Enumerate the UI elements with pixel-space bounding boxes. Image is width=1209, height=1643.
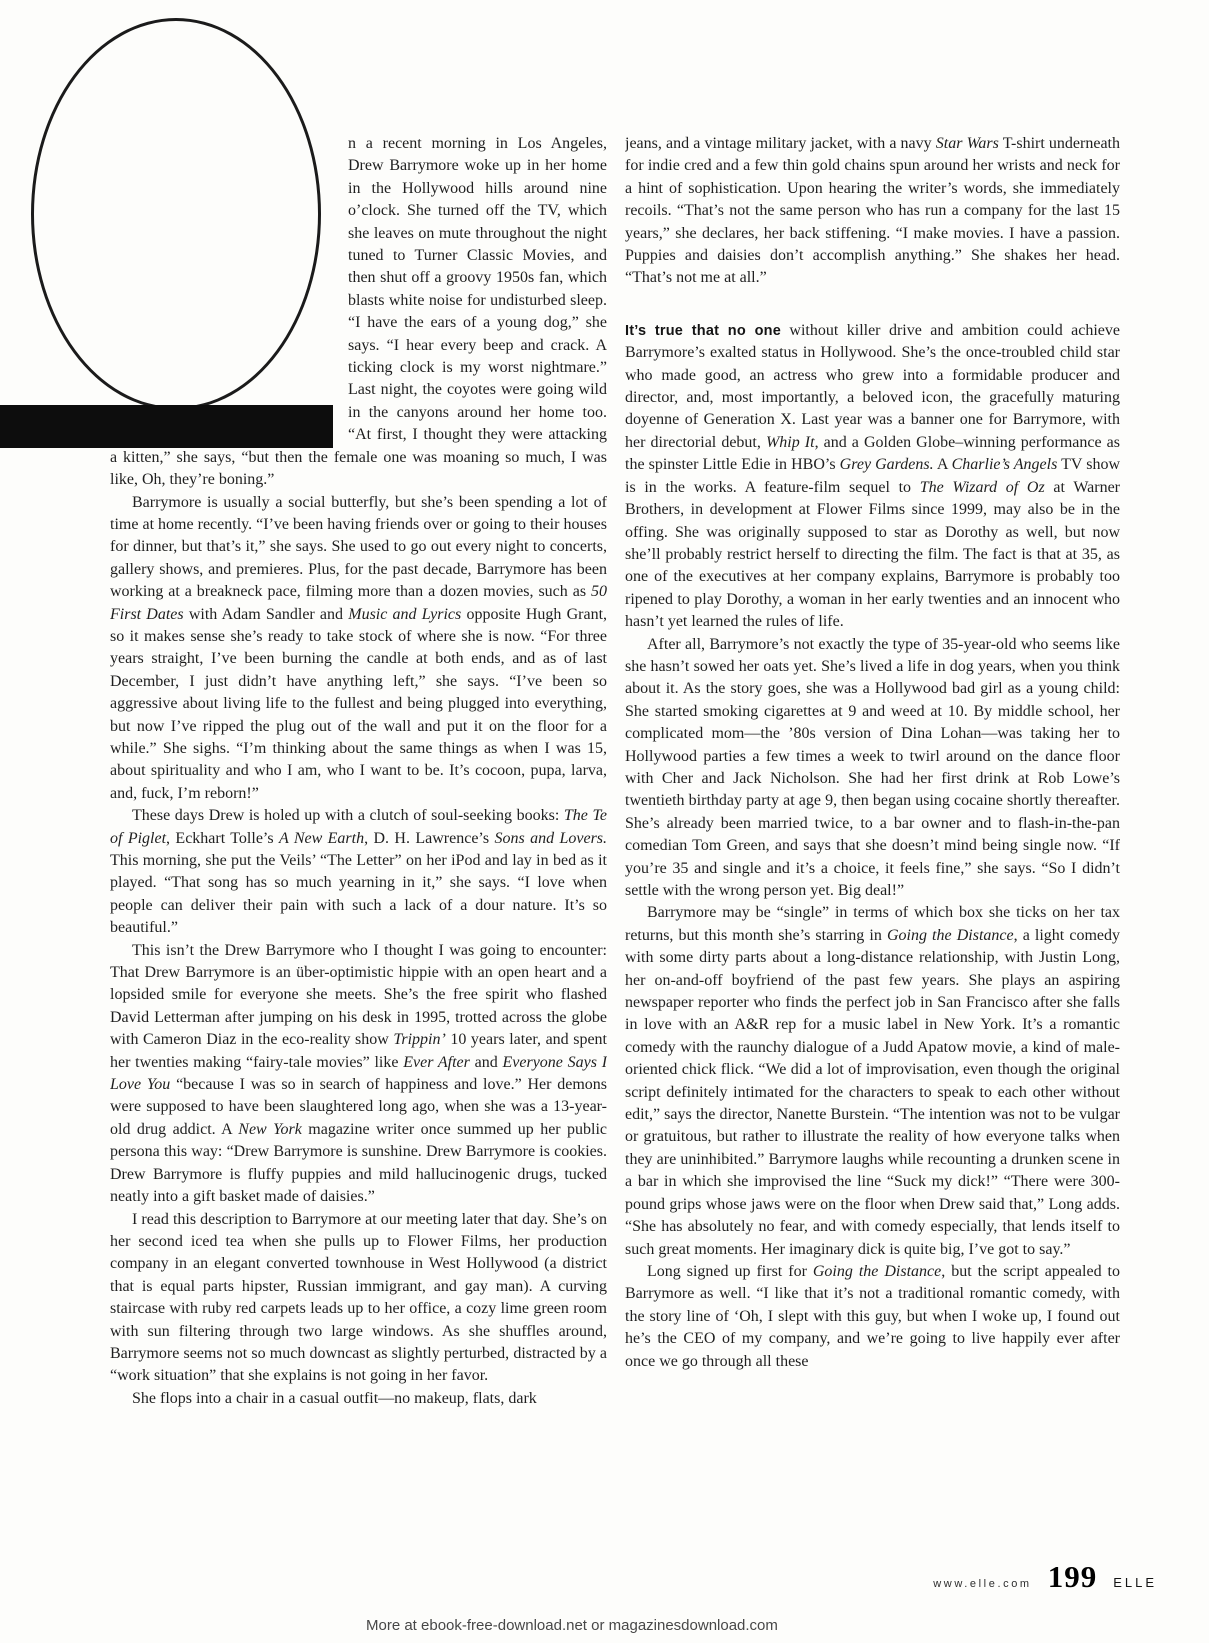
text-run: Barrymore is usually a social butterfly, but she’s been spending a lot of time at home recently. “I’ve been having friends over or going to their houses for dinner, but that’s it,” she says. She used to go out every night to concerts, gallery shows, and premieres. Plus, for the past decade, Barrymore has been working at a breakneck pace, filming more than a dozen movies, such as <box>110 493 607 601</box>
page-number: 199 <box>1047 1559 1098 1594</box>
website-url: www.elle.com <box>933 1578 1032 1590</box>
text-run: New York <box>238 1120 302 1138</box>
text-run: magazine writer once summed up her public persona this way: “Drew Barrymore is sunshine. Drew Barrymore is cookies. Drew Barrymore is fluffy puppies and mild hallucinogenic drugs, tucked neatly into a gift basket made of daisies.” <box>110 1120 607 1206</box>
paragraph <box>625 902 1120 1261</box>
text-run: Whip It <box>765 433 815 451</box>
text-run: “because I was so in search of happiness and love.” Her demons were supposed to have been slaughtered long ago, when she was a 13-year-old drug addict. A <box>110 1076 607 1138</box>
text-run: T-shirt underneath for indie cred and a few thin gold chains spun around her wrists and neck for a hint of sophistication. Upon hearing the writer’s words, she immediately recoils. “That’s not the same person who has run a company for the last 15 years,” she declares, her back stiffening. “I make movies. I have a passion. Puppies and daisies don’t accomplish anything.” She shakes her head. “That’s not me at all.” <box>625 135 1120 287</box>
article-column-right <box>625 133 1120 1547</box>
drop-cap-spacer <box>110 133 348 445</box>
text-run: opposite Hugh Grant, so it makes sense she’s ready to take stock of where she is now. “For three years straight, I’ve been burning the candle at both ends, and as of last December, I just didn’t have anything left,” she says. “I’ve been so aggressive about living life to the fullest and being plugged into everything, but now I’ve ripped the plug out of the wall and put it on the floor for a while.” She sighs. “I’m thinking about the same things as when I was 15, about spirituality and who I am, who I want to be. It’s cocoon, pupa, larva, and, fuck, I’m reborn!” <box>110 605 607 802</box>
text-run: Charlie’s Angels <box>951 456 1058 474</box>
paragraph <box>625 1261 1120 1373</box>
paragraph <box>110 940 607 1209</box>
text-run: n a recent morning in Los Angeles, Drew Barrymore woke up in her home in the Hollywood hills around nine o’clock. She turned off the TV, which she leaves on mute throughout the night tuned to Turner Classic Movies, and then shut off a groovy 1950s fan, which blasts white noise for undisturbed sleep. “I have the ears of a young dog,” she says. “I hear every beep and crack. A ticking clock is my worst nightmare.” Last night, the coyotes were going wild in the canyons around her home too. “At first, I thought they were attacking a kitten,” she says, “but then the female one was moaning so much, I was like, Oh, they’re boning.” <box>110 135 607 489</box>
text-run: Going the Distance <box>886 926 1014 944</box>
paragraph-continuation <box>625 133 1120 290</box>
text-run: A New Earth <box>278 829 365 847</box>
text-run: Ever After <box>403 1053 470 1071</box>
text-run: A <box>933 456 952 474</box>
text-run: 50 First Dates <box>110 583 607 623</box>
text-run: The Wizard of Oz <box>919 478 1045 496</box>
magazine-name: ELLE <box>1113 1575 1157 1590</box>
paragraph <box>110 1209 607 1388</box>
text-run: and <box>469 1053 503 1071</box>
download-watermark: More at ebook-free-download.net or magazinesdownload.com <box>366 1617 778 1634</box>
text-run: These days Drew is holed up with a clutch of soul-seeking books: <box>132 807 564 825</box>
text-run: , but the script appealed to Barrymore as well. “I like that it’s not a traditional romantic comedy, with the story line of ‘Oh, I slept with this guy, but when I woke up, I found out he’s the CEO of my company, and we’re going to live happily ever after once we go through all these <box>625 1262 1120 1370</box>
text-run: She flops into a chair in a casual outfit—no makeup, flats, dark <box>132 1389 537 1407</box>
text-run: without killer drive and ambition could achieve Barrymore’s exalted status in Hollywood. She’s the once-troubled child star who made good, an actress who grew into a formidable producer and director, and, most importantly, a beloved icon, the gracefully maturing doyenne of Generation X. Last year was a banner one for Barrymore, with her directorial debut, <box>625 321 1120 451</box>
text-run: at Warner Brothers, in development at Flower Films since 1999, may also be in the offing. She was originally supposed to star as Dorothy as well, but now she’ll probably restrict herself to directing the film. The fact is that at 35, as one of the executives at her company explains, Barrymore is probably too ripened to play Dorothy, a woman in her early twenties and an innocent who hasn’t yet learned the rules of life. <box>625 478 1120 631</box>
text-run: with Adam Sandler and <box>183 605 349 623</box>
text-run: 10 years later, and spent her twenties making “fairy-tale movies” like <box>110 1031 607 1071</box>
text-run: After all, Barrymore’s not exactly the type of 35-year-old who seems like she hasn’t sowed her oats yet. She’s lived a life in dog years, when you think about it. As the story goes, she was a Hollywood bad girl as a young child: She started smoking cigarettes at 9 and weed at 10. By middle school, her complicated mom—the ’80s version of Dina Lohan—was taking her to Hollywood parties a few times a week to twirl around on the dance floor with Cher and Jack Nicholson. She had her first drink at Rob Lowe’s twentieth birthday party at age 9, then began using cocaine shortly thereafter. She’s already been married twice, to a bar owner and to flash-in-the-pan comedian Tom Green, and says that she doesn’t mind being single now. “If you’re 35 and single and it’s a choice, it feels fine,” she says. “So I didn’t settle with the wrong person yet. Big deal!” <box>625 635 1120 899</box>
article-column-left <box>110 133 607 1547</box>
text-run: , Eckhart Tolle’s <box>166 829 279 847</box>
text-run: The Te of Piglet <box>110 807 607 847</box>
paragraph-section-lead <box>625 320 1120 634</box>
paragraph <box>110 492 607 806</box>
paragraph <box>110 805 607 939</box>
text-run: , D. H. Lawrence’s <box>364 829 495 847</box>
text-run: Everyone Says I Love You <box>110 1053 607 1094</box>
text-run: Going the Distance <box>812 1262 942 1280</box>
page-footer <box>933 1561 1157 1592</box>
text-run: , and a Golden Globe–winning performance as the spinster Little Edie in HBO’s <box>625 433 1120 474</box>
paragraph <box>110 1388 607 1410</box>
text-run: Long signed up first for <box>647 1262 813 1280</box>
text-run: Grey Gardens. <box>839 456 934 474</box>
text-run: Music and Lyrics <box>348 605 462 623</box>
text-run: Barrymore may be “single” in terms of which box she ticks on her tax returns, but this month she’s starring in <box>625 904 1120 944</box>
text-run: jeans, and a vintage military jacket, with a navy <box>625 135 936 152</box>
text-run: This morning, she put the Veils’ “The Letter” on her iPod and lay in bed as it played. “That song has so much yearning in it,” she says. “I love when people can deliver their pain with such a lack of a dour nature. It’s so beautiful.” <box>110 852 607 937</box>
text-run: Trippin’ <box>393 1031 446 1049</box>
text-run: , a light comedy with some dirty parts about a long-distance relationship, with Justin Long, her on-and-off boyfriend of the past few years. She plays an aspiring newspaper reporter who finds the perfect job in San Francisco after she falls in love with an A&R rep for a music label in New York. It’s a romantic comedy with the raunchy dialogue of a Judd Apatow movie, a kind of male-oriented chick flick. “We did a lot of improvisation, even though the original script definitely intimated for the characters to speak to each other without edit,” says the director, Nanette Burstein. “The intention was not to be vulgar or gratuitous, but rather to illustrate the reality of how everyone talks when they are uninhibited.” Barrymore laughs while recounting a drunken scene in a bar in which she improvised the line “Suck my dick!” “There were 300-pound grips whose jaws were on the floor when Drew said that,” Long adds. “She has absolutely no fear, and with comedy especially, that lends itself to such great moments. Her imaginary dick is quite big, I’ve got to say.” <box>625 926 1120 1258</box>
paragraph <box>625 634 1120 903</box>
text-run: It’s true that no one <box>625 322 781 339</box>
text-run: This isn’t the Drew Barrymore who I thought I was going to encounter: That Drew Barrymore is an über-optimistic hippie with an open heart and a lopsided smile for everyone she meets. She’s the free spirit who flashed David Letterman after jumping on his desk in 1995, trotted across the globe with Cameron Diaz in the eco-reality show <box>110 941 607 1049</box>
text-run: Sons and Lovers. <box>494 829 607 847</box>
text-run: TV show is in the works. A feature-film sequel to <box>625 456 1120 496</box>
text-run: I read this description to Barrymore at our meeting later that day. She’s on her second iced tea when she pulls up to Flower Films, her production company in an elegant converted townhouse in West Hollywood (a district that is equal parts hipster, Russian immigrant, and gay man). A curving staircase with ruby red carpets leads up to her office, a cozy lime green room with sun filtering through two large windows. As she shuffles around, Barrymore seems not so much downcast as slightly perturbed, distracted by a “work situation” that she explains is not going in her favor. <box>110 1210 607 1385</box>
text-run: Star Wars <box>935 135 999 152</box>
